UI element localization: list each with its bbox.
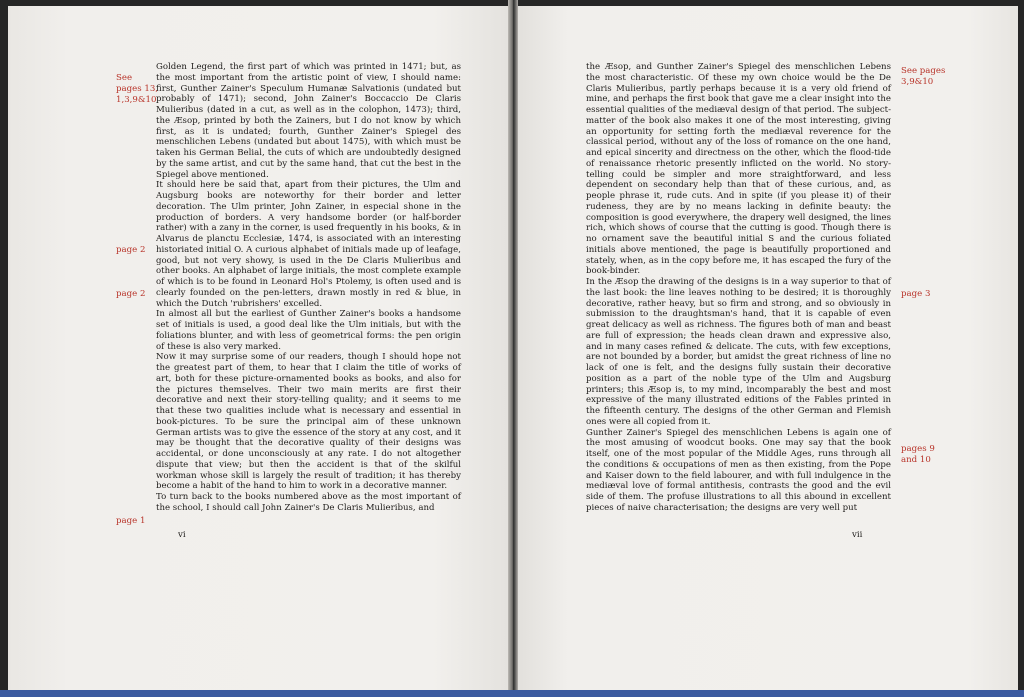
margin-note: and 10 <box>901 455 931 465</box>
margin-note: 1,3,9&10 <box>116 95 157 105</box>
margin-note: page 2 <box>116 289 146 299</box>
book-gutter <box>508 0 518 697</box>
paragraph: the Æsop, and Gunther Zainer's Spiegel des menschlichen Lebens the most characteristic. Of these my own choice would be the De Claris Mulieribus, partly perhaps because it is a very old friend of mine, and perhaps the first book that gave me a clear insight into the essential qualities of the mediæval design of that period. The subject-matter of the book also makes it one of the most interesting, giving an opportunity for setting forth the mediæval reverence for the classical period, without any of the loss of romance on the one hand, and epical sincerity and directness on the other, which the flood-tide of renaissance rhetoric presently inflicted on the world. No story-telling could be simpler and more straightforward, and less dependent on secondary help than that of these curious, and, as people phrase it, rude cuts. And in spite (if you please it) of their rudeness, they are by no means lacking in definite beauty: the composition is good everywhere, the drapery well designed, the lines rich, which shows of course that the cutting is good. Though there is no ornament save the beautiful initial S and the curious foliated initials above mentioned, the page is beautifully proportioned and stately, when, as in the copy before me, it has escaped the fury of the book-binder. <box>586 62 891 277</box>
page-number: vii <box>852 530 863 540</box>
left-text-block <box>156 62 461 514</box>
right-page <box>518 6 1018 690</box>
bottom-strip <box>0 690 1024 697</box>
paragraph: It should here be said that, apart from their pictures, the Ulm and Augsburg books are noteworthy for their border and letter decoration. The Ulm printer, John Zainer, in especial shone in the production of borders. A very handsome border (or half-border rather) with a zany in the corner, is used frequently in his books, & in Alvarus de planctu Ecclesiæ, 1474, is associated with an interesting historiated initial O. A curious alphabet of initials made up of leafage, good, but not very showy, is used in the De Claris Mulieribus and other books. An alphabet of large initials, the most complete example of which is to be found in Leonard Hol's Ptolemy, is often used and is clearly founded on the pen-letters, drawn mostly in red & blue, in which the Dutch 'rubrishers' excelled. <box>156 180 461 309</box>
paragraph: To turn back to the books numbered above as the most important of the school, I should call John Zainer's De Claris Mulieribus, and <box>156 492 461 513</box>
margin-note: pages 9 <box>901 444 935 454</box>
paragraph: In almost all but the earliest of Gunther Zainer's books a handsome set of initials is used, a good deal like the Ulm initials, but with the foliations blunter, and with less of geometrical forms: the pen origin of these is also very marked. <box>156 309 461 352</box>
margin-note: See pages <box>901 66 946 76</box>
margin-note: page 1 <box>116 516 146 526</box>
paragraph: Gunther Zainer's Spiegel des menschlichen Lebens is again one of the most amusing of woodcut books. One may say that the book itself, one of the most popular of the Middle Ages, runs through all the conditions & occupations of men as then existing, from the Pope and Kaiser down to the field labourer, and with full indulgence in the mediæval love of formal antithesis, contrasts the good and the evil side of them. The profuse illustrations to all this abound in excellent pieces of naive characterisation; the designs are very well put <box>586 427 891 513</box>
left-page <box>8 6 508 690</box>
right-text-block <box>586 62 891 514</box>
paragraph: Golden Legend, the first part of which was printed in 1471; but, as the most important from the artistic point of view, I should name: first, Gunther Zainer's Speculum Humanæ Salvationis (undated but probably of 1471); second, John Zainer's Boccaccio De Claris Mulieribus (dated in a cut, as well as in the colophon, 1473); third, the Æsop, printed by both the Zainers, but I do not know by which first, as it is undated; fourth, Gunther Zainer's Spiegel des menschlichen Lebens (undated but about 1475), with which must be taken his German Belial, the cuts of which are undoubtedly designed by the same artist, and cut by the same hand, that cut the best in the Spiegel above mentioned. <box>156 62 461 180</box>
margin-note: page 2 <box>116 245 146 255</box>
margin-note: page 3 <box>901 289 931 299</box>
margin-note: 3,9&10 <box>901 77 934 87</box>
margin-note: See <box>116 73 133 83</box>
margin-note: pages 13, <box>116 84 159 94</box>
paragraph: Now it may surprise some of our readers, though I should hope not the greatest part of them, to hear that I claim the title of works of art, both for these picture-ornamented books as books, and also for the pictures themselves. Their two main merits are first their decorative and next their story-telling quality; and it seems to me that these two qualities include what is necessary and essential in book-pictures. To be sure the principal aim of these unknown German artists was to give the essence of the story at any cost, and it may be thought that the decorative quality of their designs was accidental, or done unconsciously at any rate. I do not altogether dispute that view; but then the accident is that of the skilful workman whose skill is largely the result of tradition; it has thereby become a habit of the hand to him to work in a decorative manner. <box>156 352 461 492</box>
page-number: vi <box>178 530 186 540</box>
paragraph: In the Æsop the drawing of the designs is in a way superior to that of the last book: the line leaves nothing to be desired; it is thoroughly decorative, rather heavy, but so firm and strong, and so obviously in submission to the draughtsman's hand, that it is capable of even great delicacy as well as richness. The figures both of man and beast are full of expression; the heads clean drawn and expressive also, and in many cases refined & delicate. The cuts, with few exceptions, are not bounded by a border, but amidst the great richness of line no lack of one is felt, and the designs fully sustain their decorative position as a part of the noble type of the Ulm and Augsburg printers; this Æsop is, to my mind, incomparably the best and most expressive of the many illustrated editions of the Fables printed in the fifteenth century. The designs of the other German and Flemish ones were all copied from it. <box>586 277 891 427</box>
